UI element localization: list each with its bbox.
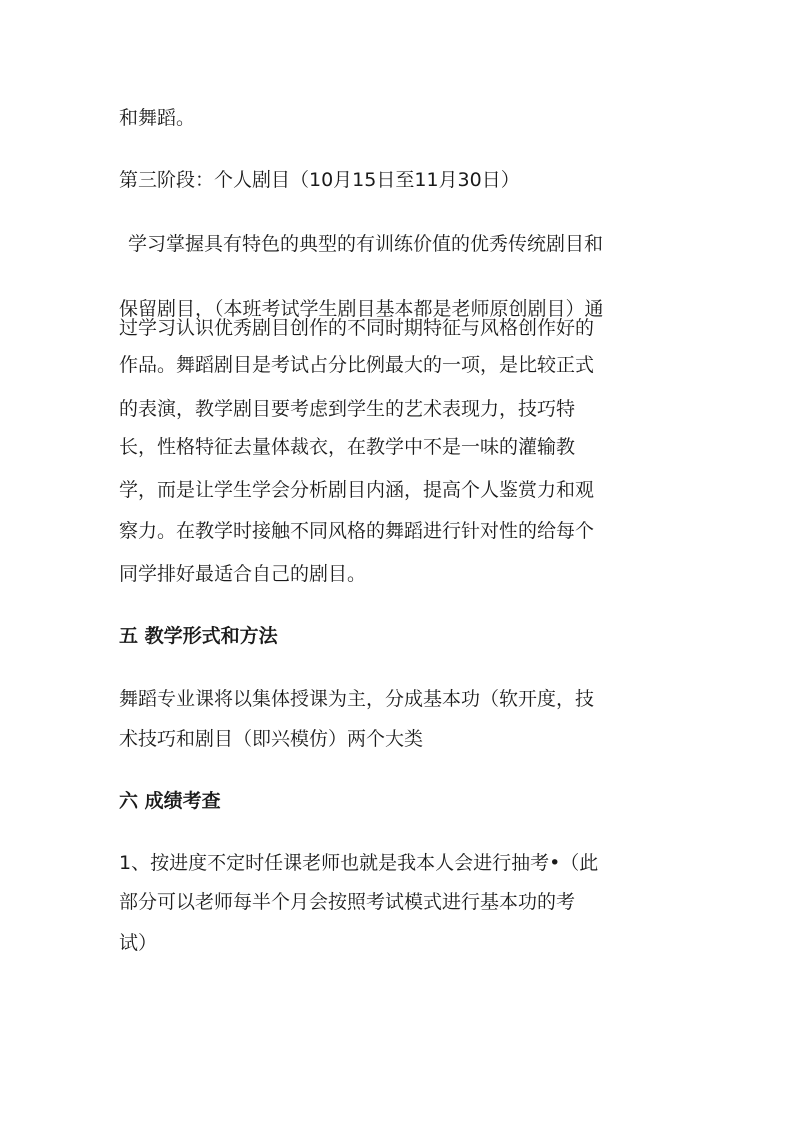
section-six-heading: 六 成绩考查 (119, 790, 221, 812)
paragraph-line: 过学习认识优秀剧目创作的不同时期特征与风格创作好的 (119, 317, 595, 339)
paragraph-line: 作品。舞蹈剧目是考试占分比例最大的一项，是比较正式 (119, 354, 595, 376)
paragraph-line: 同学排好最适合自己的剧目。 (119, 563, 367, 585)
paragraph-line: 察力。在教学时接触不同风格的舞蹈进行针对性的给每个 (119, 520, 595, 542)
stage-three-title: 第三阶段：个人剧目（10月15日至11月30日） (119, 169, 520, 191)
paragraph-line: 学习掌握具有特色的典型的有训练价值的优秀传统剧目和 (128, 233, 604, 255)
paragraph-line: 长，性格特征去量体裁衣，在教学中不是一味的灌输教 (119, 436, 576, 458)
paragraph-line: 术技巧和剧目（即兴模仿）两个大类 (119, 728, 424, 750)
paragraph-line: 试） (119, 932, 158, 954)
paragraph-line: 1、按进度不定时任课老师也就是我本人会进行抽考•（此 (119, 852, 599, 874)
paragraph-line: 的表演，教学剧目要考虑到学生的艺术表现力，技巧特 (119, 398, 576, 420)
paragraph-line: 部分可以老师每半个月会按照考试模式进行基本功的考 (119, 891, 576, 913)
paragraph-line: 学，而是让学生学会分析剧目内涵，提高个人鉴赏力和观 (119, 479, 595, 501)
paragraph-line: 保留剧目，（本班考试学生剧目基本都是老师原创剧目）通 (119, 298, 604, 320)
paragraph-line: 舞蹈专业课将以集体授课为主，分成基本功（软开度，技 (119, 688, 595, 710)
section-five-heading: 五 教学形式和方法 (119, 625, 278, 647)
paragraph-line: 和舞蹈。 (119, 107, 196, 129)
